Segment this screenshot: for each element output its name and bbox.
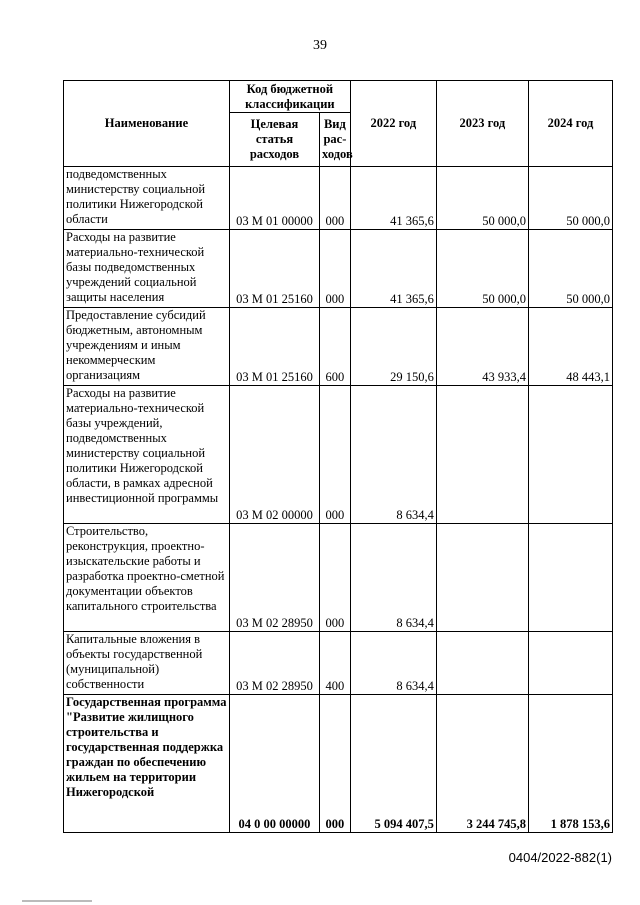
row-value-2022: 41 365,6 — [350, 167, 436, 230]
row-name: подведомственных министерству социальной политики Нижегородской области — [64, 167, 230, 230]
row-expense-type: 000 — [320, 386, 351, 524]
header-expense-type: Вид рас-ходов — [320, 113, 351, 167]
row-value-2023: 3 244 745,8 — [436, 695, 528, 833]
row-value-2022: 8 634,4 — [350, 632, 436, 695]
row-expense-type: 000 — [320, 524, 351, 632]
header-year-2024: 2024 год — [528, 81, 612, 167]
header-name: Наименование — [64, 81, 230, 167]
row-value-2024: 50 000,0 — [528, 230, 612, 308]
row-name: Капитальные вложения в объекты государственной (муниципальной) собственности — [64, 632, 230, 695]
row-name: Расходы на развитие материально-технической базы подведомственных учреждений социальной защиты населения — [64, 230, 230, 308]
row-target-article: 03 М 02 00000 — [229, 386, 319, 524]
budget-table — [63, 80, 613, 833]
row-expense-type: 000 — [320, 230, 351, 308]
row-target-article: 03 М 01 25160 — [229, 230, 319, 308]
scan-artifact-line — [22, 900, 92, 902]
row-value-2023 — [436, 386, 528, 524]
row-expense-type: 400 — [320, 632, 351, 695]
row-value-2023 — [436, 632, 528, 695]
row-value-2024 — [528, 386, 612, 524]
row-value-2022: 5 094 407,5 — [350, 695, 436, 833]
row-target-article: 03 М 02 28950 — [229, 524, 319, 632]
table-row — [64, 632, 613, 695]
row-value-2023 — [436, 524, 528, 632]
row-expense-type: 000 — [320, 695, 351, 833]
row-expense-type: 000 — [320, 167, 351, 230]
row-target-article: 03 М 02 28950 — [229, 632, 319, 695]
header-target-article: Целевая статья расходов — [229, 113, 319, 167]
document-number: 0404/2022-882(1) — [508, 850, 612, 865]
row-value-2022: 29 150,6 — [350, 308, 436, 386]
row-value-2022: 8 634,4 — [350, 386, 436, 524]
row-value-2024: 50 000,0 — [528, 167, 612, 230]
row-value-2024 — [528, 632, 612, 695]
row-value-2023: 43 933,4 — [436, 308, 528, 386]
row-value-2022: 8 634,4 — [350, 524, 436, 632]
table-row — [64, 167, 613, 230]
row-expense-type: 600 — [320, 308, 351, 386]
row-value-2023: 50 000,0 — [436, 167, 528, 230]
row-value-2024: 48 443,1 — [528, 308, 612, 386]
row-value-2024: 1 878 153,6 — [528, 695, 612, 833]
table-row — [64, 524, 613, 632]
row-name: Расходы на развитие материально-технической базы учреждений, подведомственных министерству социальной политики Нижегородской области, в рамках адресной инвестиционной программы — [64, 386, 230, 524]
header-year-2022: 2022 год — [350, 81, 436, 167]
page-number: 39 — [313, 38, 327, 53]
row-name: Предоставление субсидий бюджетным, автономным учреждениям и иным некоммерческим организациям — [64, 308, 230, 386]
row-value-2023: 50 000,0 — [436, 230, 528, 308]
table-row — [64, 230, 613, 308]
row-target-article: 03 М 01 25160 — [229, 308, 319, 386]
table-row — [64, 695, 613, 833]
table-row — [64, 308, 613, 386]
row-name: Строительство, реконструкция, проектно-изыскательские работы и разработка проектно-сметной документации объектов капитального строительства — [64, 524, 230, 632]
row-target-article: 04 0 00 00000 — [229, 695, 319, 833]
header-code-group: Код бюджетной классификации — [229, 81, 350, 113]
header-year-2023: 2023 год — [436, 81, 528, 167]
row-name: Государственная программа "Развитие жилищного строительства и государственная поддержка граждан по обеспечению жильем на территории Нижегородской — [64, 695, 230, 833]
row-target-article: 03 М 01 00000 — [229, 167, 319, 230]
table-row — [64, 386, 613, 524]
row-value-2022: 41 365,6 — [350, 230, 436, 308]
row-value-2024 — [528, 524, 612, 632]
